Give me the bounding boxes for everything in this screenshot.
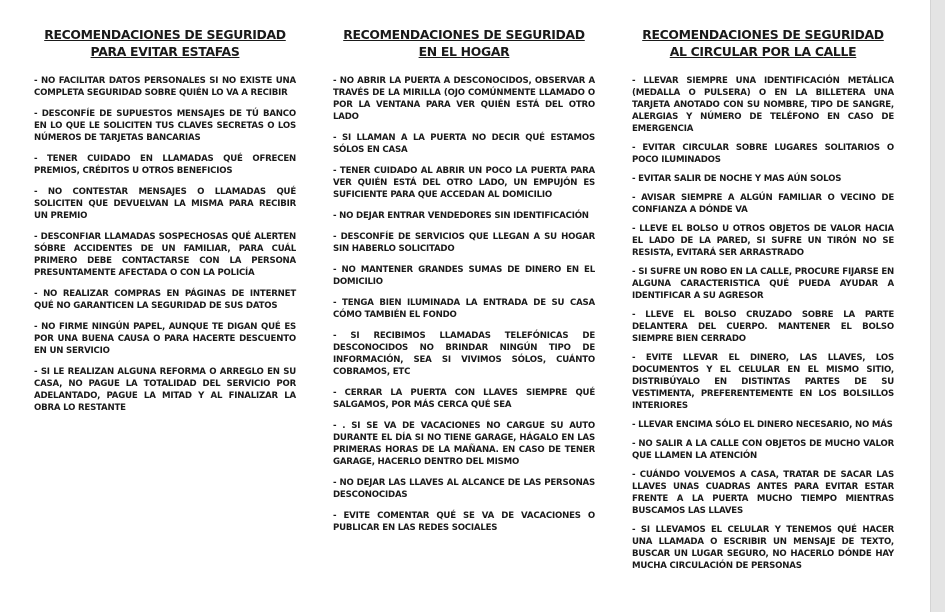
column-title: RECOMENDACIONES DE SEGURIDAD EN EL HOGAR [343,27,585,59]
list-item: - AVISAR SIEMPRE A ALGÚN FAMILIAR O VECINO DE CONFIANZA A DÓNDE VA [632,193,894,215]
list-item: - CERRAR LA PUERTA CON LLAVES SIEMPRE QUÉ SALGAMOS, POR MÁS CERCA QUÉ SEA [333,388,595,410]
list-item: - NO REALIZAR COMPRAS EN PÁGINAS DE INTERNET QUÉ NO GARANTICEN LA SEGURIDAD DE SUS DATOS [34,289,296,311]
list-item: - EVITE COMENTAR QUÉ SE VA DE VACACIONES O PUBLICAR EN LAS REDES SOCIALES [333,511,595,533]
list-item: - DESCONFIAR LLAMADAS SOSPECHOSAS QUÉ ALERTEN SÓBRE ACCIDENTES DE UN FAMILIAR, PARA CUÁL PRIMERO DEBE CONTACTARSE CON LA PERSONA PRESUNTAMENTE AFECTADA O CON LA POLICÍA [34,232,296,278]
list-item: - NO FACILITAR DATOS PERSONALES SI NO EXISTE UNA COMPLETA SEGURIDAD SOBRE QUIÉN LO VA A RECIBIR [34,76,296,98]
list-item: - NO FIRME NINGÚN PAPEL, AUNQUE TE DIGAN QUÉ ES POR UNA BUENA CAUSA O PARA HACERTE DESCUENTO EN UN SERVICIO [34,322,296,356]
list-item: - LLEVE EL BOLSO U OTROS OBJETOS DE VALOR HACIA EL LADO DE LA PARED, SI SUFRE UN TIRÓN NO SE RESISTA, EVITARÁ SER ARRASTRADO [632,224,894,258]
column-calle [632,26,894,579]
list-item: - NO DEJAR LAS LLAVES AL ALCANCE DE LAS PERSONAS DESCONOCIDAS [333,478,595,500]
column-title: RECOMENDACIONES DE SEGURIDAD AL CIRCULAR POR LA CALLE [642,27,884,59]
list-item: - EVITAR SALIR DE NOCHE Y MAS AÚN SOLOS [632,174,842,184]
column-title: RECOMENDACIONES DE SEGURIDAD PARA EVITAR ESTAFAS [44,27,286,59]
list-item: - TENER CUIDADO EN LLAMADAS QUÉ OFRECEN PREMIOS, CRÉDITOS U OTROS BENEFICIOS [34,154,296,176]
column-estafas [34,26,296,423]
list-item: - SI LE REALIZAN ALGUNA REFORMA O ARREGLO EN SU CASA, NO PAGUE LA TOTALIDAD DEL SERVICIO POR ADELANTADO, PAGUE LA MITAD Y AL FINALIZAR LA OBRA LO RESTANTE [34,367,296,413]
list-item: - NO DEJAR ENTRAR VENDEDORES SIN IDENTIFICACIÓN [333,211,589,221]
list-item: - LLEVAR ENCIMA SÓLO EL DINERO NECESARIO, NO MÁS [632,420,893,430]
column-hogar [333,26,595,543]
list-item: - DESCONFÍE DE SERVICIOS QUE LLEGAN A SU HOGAR SIN HABERLO SOLICITADO [333,232,595,254]
list-item: - SI RECIBIMOS LLAMADAS TELEFÓNICAS DE DESCONOCIDOS NO BRINDAR NINGÚN TIPO DE INFORMACIÓN, SEA SI VIVIMOS SÓLOS, CUÁNTO COBRAMOS, ETC [333,331,595,377]
list-item: - DESCONFÍE DE SUPUESTOS MENSAJES DE TÚ BANCO EN LO QUE LE SOLICITEN TUS CLAVES SECRETAS O LOS NÚMEROS DE TARJETAS BANCARIAS [34,109,296,143]
list-item: - . SI SE VA DE VACACIONES NO CARGUE SU AUTO DURANTE EL DÍA SI NO TIENE GARAGE, HÁGALO EN LAS PRIMERAS HORAS DE LA MAÑANA. EN CASO DE TENER GARAGE, HACERLO DENTRO DEL MISMO [333,421,595,467]
vertical-scrollbar[interactable] [930,0,945,612]
list-item: - EVITAR CIRCULAR SOBRE LUGARES SOLITARIOS O POCO ILUMINADOS [632,143,894,165]
list-item: - CUÁNDO VOLVEMOS A CASA, TRATAR DE SACAR LAS LLAVES UNAS CUADRAS ANTES PARA EVITAR ESTAR FRENTE A LA PUERTA MUCHO TIEMPO MIENTRAS BUSCAMOS LAS LLAVES [632,470,894,516]
list-item: - SI LLAMAN A LA PUERTA NO DECIR QUÉ ESTAMOS SÓLOS EN CASA [333,133,595,155]
list-item: - EVITE LLEVAR EL DINERO, LAS LLAVES, LOS DOCUMENTOS Y EL CELULAR EN EL MISMO SITIO, DISTRIBÚYALO EN DISTINTAS PARTES DE SU VESTIMENTA, PREFERENTEMENTE EN LOS BOLSILLOS INTERIORES [632,353,894,411]
list-item: - NO MANTENER GRANDES SUMAS DE DINERO EN EL DOMICILIO [333,265,595,287]
list-item: - NO SALIR A LA CALLE CON OBJETOS DE MUCHO VALOR QUE LLAMEN LA ATENCIÓN [632,439,894,461]
list-item: - LLEVE EL BOLSO CRUZADO SOBRE LA PARTE DELANTERA DEL CUERPO. MANTENER EL BOLSO SIEMPRE BIEN CERRADO [632,310,894,344]
list-item: - LLEVAR SIEMPRE UNA IDENTIFICACIÓN METÁLICA (MEDALLA O PULSERA) O EN LA BILLETERA UNA TARJETA ANOTADO CON SU NOMBRE, TIPO DE SANGRE, ALERGIAS Y NÚMERO DE TELÉFONO EN CASO DE EMERGENCIA [632,76,894,134]
list-item: - TENGA BIEN ILUMINADA LA ENTRADA DE SU CASA CÓMO TAMBIÉN EL FONDO [333,298,595,320]
list-item: - NO ABRIR LA PUERTA A DESCONOCIDOS, OBSERVAR A TRAVÉS DE LA MIRILLA (OJO COMÚNMENTE LLAMADO O POR LA VENTANA PARA VER QUIÉN ESTÁ DEL OTRO LADO [333,76,595,122]
list-item: - NO CONTESTAR MENSAJES O LLAMADAS QUÉ SOLICITEN QUE DEVUELVAN LA MISMA PARA RECIBIR UN PREMIO [34,187,296,221]
list-item: - TENER CUIDADO AL ABRIR UN POCO LA PUERTA PARA VER QUIÉN ESTÁ DEL OTRO LADO, UN EMPUJÓN ES SUFICIENTE PARA QUE ACCEDAN AL DOMICILIO [333,166,595,200]
list-item: - SI LLEVAMOS EL CELULAR Y TENEMOS QUÉ HACER UNA LLAMADA O ESCRIBIR UN MENSAJE DE TEXTO, BUSCAR UN LUGAR SEGURO, NO HACERLO DÓNDE HAY MUCHA CIRCULACIÓN DE PERSONAS [632,525,894,571]
list-item: - SI SUFRE UN ROBO EN LA CALLE, PROCURE FIJARSE EN ALGUNA CARACTERISTICA QUÉ PUEDA AYUDAR A IDENTIFICAR A SU AGRESOR [632,267,894,301]
